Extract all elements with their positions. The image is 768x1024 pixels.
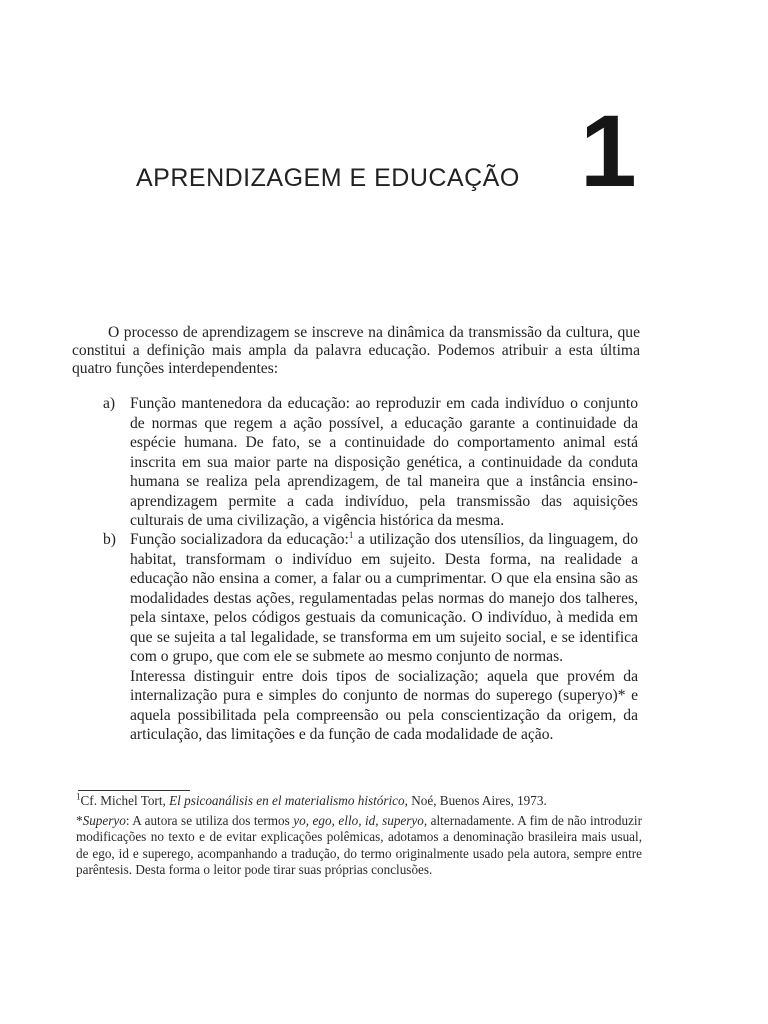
footnote-reference: 1 — [348, 529, 354, 540]
list-marker: b) — [103, 531, 116, 548]
footnote-number: 1 — [76, 791, 81, 802]
footnote-divider — [78, 790, 190, 791]
list-item-b — [103, 530, 638, 745]
list-item-text-continued: Interessa distinguir entre dois tipos de socialização; aquela que provém da internalização pura e simples do conjunto de normas do superego (superyo)* e aquela possibilitada pela compreensão ou pela conscientização da origem, da articulação, das limitações e da função de cada modalidade de ação. — [130, 667, 638, 743]
footnote-text: , Noé, Buenos Aires, 1973. — [404, 793, 547, 808]
list-item-a — [103, 394, 638, 531]
footnote-marker: * — [76, 812, 83, 828]
list-item-text: Função mantenedora da educação: ao reproduzir em cada indivíduo o conjunto de normas que regem a ação possível, a educação garante a continuidade da espécie humana. De fato, se a continuidade do comportamento animal está inscrita em sua maior parte na disposição genética, a continuidade da conduta humana se realiza pela aprendizagem, de tal maneira que a instância ensino-aprendizagem permite a cada indivíduo, pela transmissão das aquisições culturais de uma civilização, a vigência histórica da mesma. — [130, 395, 638, 529]
footnote-text: : A autora se utiliza dos termos — [125, 812, 294, 828]
footnotes — [76, 793, 642, 882]
chapter-title: APRENDIZAGEM E EDUCAÇÃO — [136, 164, 520, 192]
intro-paragraph: O processo de aprendizagem se inscreve na dinâmica da transmissão da cultura, que constitui a definição mais ampla da palavra educação. Podemos atribuir a esta última quatro funções interdependentes: — [72, 324, 640, 377]
footnote-terms: yo, ego, ello, id, superyo — [293, 812, 424, 828]
footnote-1 — [76, 793, 642, 810]
text-segment: Função socializadora da educação: — [130, 531, 349, 548]
footnote-text: Cf. Michel Tort, — [80, 793, 170, 808]
footnote-text: , alternadamente. A fim de não introduzir modificações no texto e de evitar explicações polêmicas, adotamos a denominação brasileira mais usual, de ego, id e superego, acompanhando a tradução, do termo originalmente usado pela autora, sempre entre parêntesis. Desta forma o leitor pode tirar suas próprias conclusões. — [76, 812, 642, 878]
text-segment: a utilização dos utensílios, da linguagem, do habitat, transformam o indivíduo em sujeito. Desta forma, na realidade a educação não ensina a comer, a falar ou a cumprimentar. O que ela ensina são as modalidades destas ações, regulamentadas pelas normas do manejo dos talheres, pela sintaxe, pelos códigos gestuais da comunicação. O indivíduo, à medida em que se sujeita a tal legalidade, se transforma em um sujeito social, e se identifica com o grupo, que com ele se submete ao mesmo conjunto de normas. — [130, 531, 638, 665]
footnote-2 — [76, 813, 642, 879]
chapter-number: 1 — [580, 94, 637, 208]
list-item-text — [130, 530, 638, 667]
footnote-term: Superyo — [82, 812, 126, 828]
footnote-book-title: El psicoanálisis en el materialismo histórico — [169, 793, 405, 808]
list-marker: a) — [103, 395, 116, 412]
